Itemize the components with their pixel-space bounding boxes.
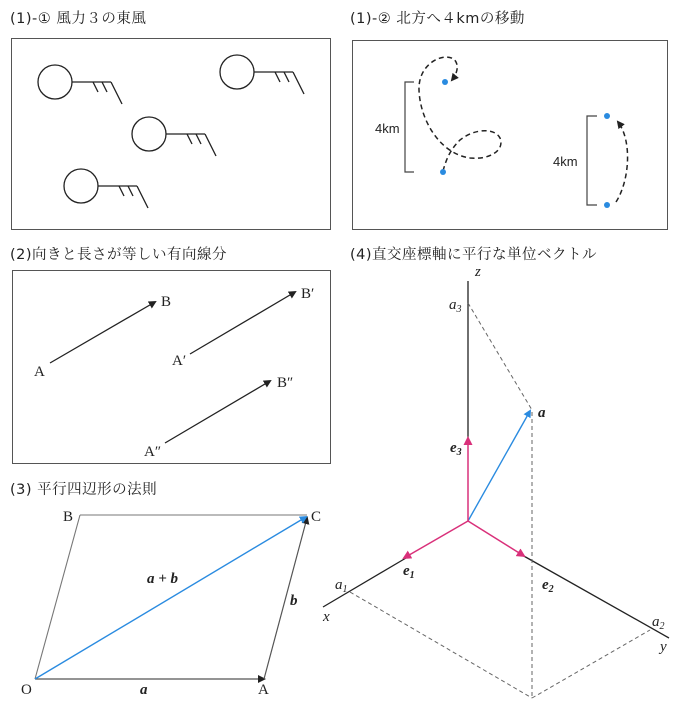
vector-a bbox=[468, 411, 530, 521]
label-B: B bbox=[161, 294, 172, 310]
vertex-A: A bbox=[258, 682, 269, 698]
label-B-prime: B′ bbox=[301, 286, 315, 302]
wind-panel-title: (1)-① 風力３の東風 bbox=[10, 11, 147, 27]
vertex-B: B bbox=[63, 509, 74, 525]
vertex-C: C bbox=[311, 509, 322, 525]
vertex-O: O bbox=[21, 682, 32, 698]
axis-label-z: z bbox=[475, 264, 481, 280]
label-e1: $e_1$ bbox=[403, 563, 415, 581]
label-b: b bbox=[290, 593, 298, 609]
directed-segments-title: (2)向きと長さが等しい有向線分 bbox=[10, 247, 228, 263]
movement-panel-title: (1)-② 北方へ４kmの移動 bbox=[350, 11, 525, 27]
parallelogram-title: (3) 平行四辺形の法則 bbox=[10, 482, 158, 498]
label-a-plus-b: a + b bbox=[147, 571, 179, 587]
scale-label-left: 4km bbox=[375, 121, 400, 136]
axis-label-y: y bbox=[660, 639, 667, 655]
scale-label-right: 4km bbox=[553, 154, 578, 169]
label-a2: $a_2$ bbox=[652, 614, 665, 632]
y-axis bbox=[522, 555, 669, 638]
label-A-prime: A′ bbox=[172, 353, 187, 369]
label-A: A bbox=[34, 364, 45, 380]
axis-label-x: x bbox=[323, 609, 330, 625]
label-e2: $e_2$ bbox=[542, 577, 554, 595]
unit-vector-e1 bbox=[404, 521, 468, 558]
label-a3: $a_3$ bbox=[449, 297, 462, 315]
label-vector-a: a bbox=[538, 405, 546, 421]
label-A-double-prime: A″ bbox=[144, 444, 162, 460]
label-B-double-prime: B″ bbox=[277, 375, 294, 391]
label-a: a bbox=[140, 682, 148, 698]
unit-vector-e2 bbox=[468, 521, 524, 556]
unit-vectors-title: (4)直交座標軸に平行な単位ベクトル bbox=[350, 247, 598, 263]
label-e3: $e_3$ bbox=[450, 440, 462, 458]
label-a1: $a_1$ bbox=[335, 577, 348, 595]
